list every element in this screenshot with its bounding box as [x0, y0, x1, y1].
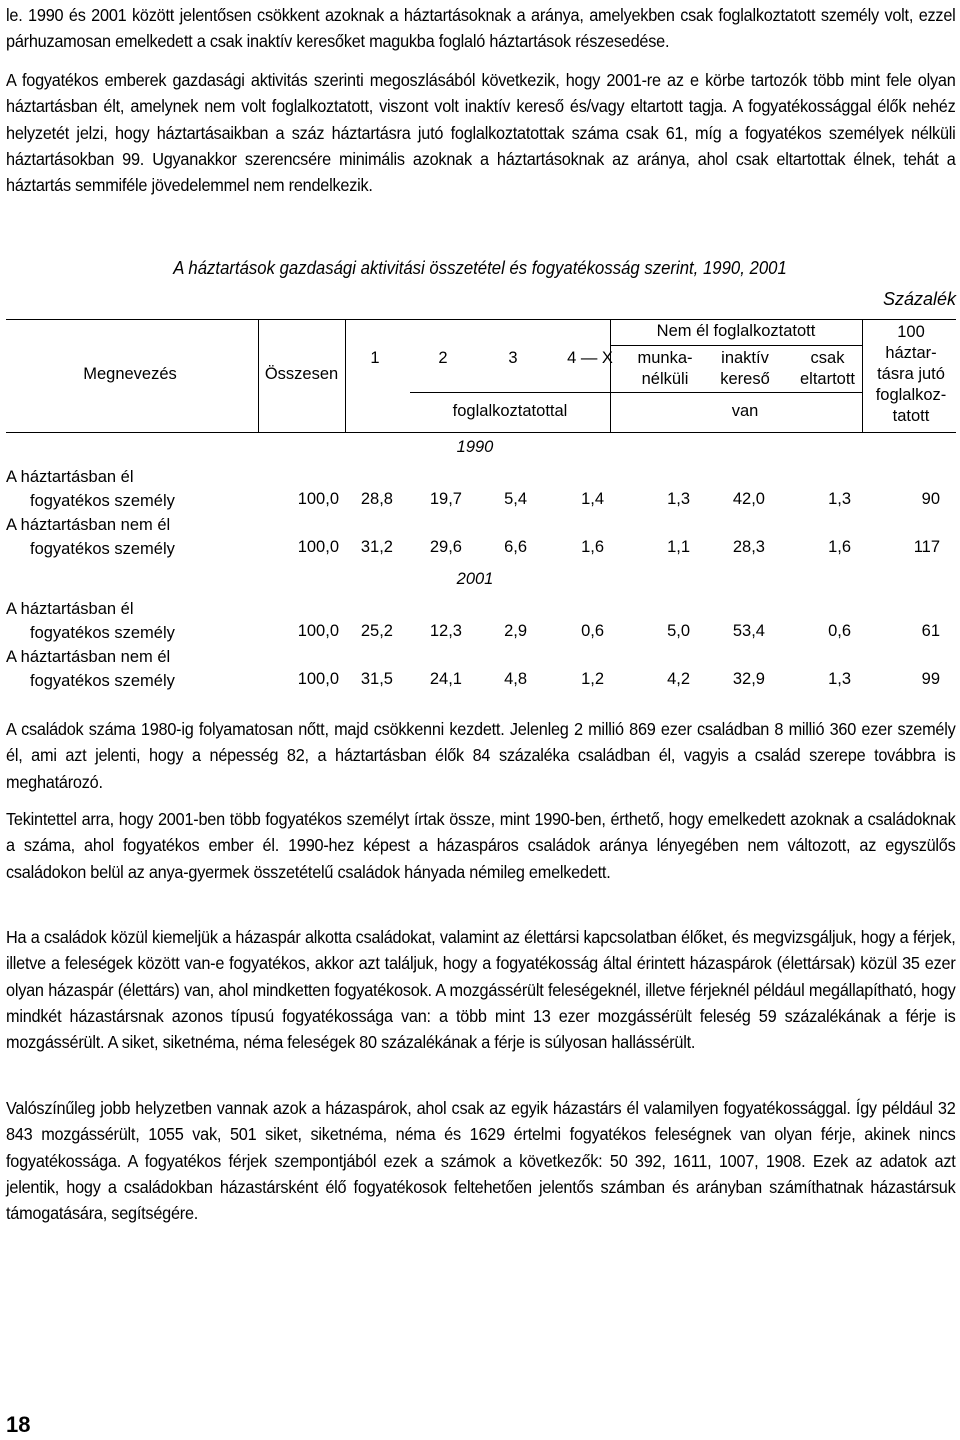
table-divider — [345, 319, 346, 432]
year-label: 1990 — [456, 438, 494, 456]
table-cell: 25,2 — [360, 622, 393, 640]
header-total: Összesen — [264, 365, 339, 383]
table-cell: 100,0 — [297, 622, 339, 640]
paragraph-couples: Ha a családok közül kiemeljük a házaspár alkotta családokat, valamint az élettársi kapcsolatban élőket, és megvizsgáljuk, hogy a férjek, illetve a feleségek között van-e fogyatékos, akkor azt találjuk, hogy a fogyatékosság által érintett házaspárok (élettársak) közül 35 ezer olyan házaspár (élettárs) van, ahol mindketten fogyatékosok. A mozgássérült feleségeknél, illetve férjeknél például megállapítható, hogy mindkét házastársnak azonos típusú fogyatékossága van: a több mint 13 ezer mozgássérült feleség 59 százalékának a férje is mozgássérült. A siket, siketnéma, néma feleségek 80 százalékának a férje is súlyosan hallássérült. — [6, 927, 956, 1053]
table-sub-rule — [410, 392, 610, 393]
row-label-line: fogyatékos személy — [30, 540, 175, 558]
table-cell: 1,3 — [667, 490, 690, 508]
table-cell: 99 — [921, 670, 940, 688]
table-cell: 4,2 — [667, 670, 690, 688]
table-cell: 1,3 — [828, 490, 851, 508]
table-sub-rule — [610, 345, 862, 346]
table-cell: 100,0 — [297, 670, 339, 688]
row-label-line: A háztartásban nem él — [6, 648, 171, 666]
table-cell: 28,3 — [732, 538, 765, 556]
header-van: van — [731, 402, 759, 420]
table-cell: 1,1 — [667, 538, 690, 556]
table-cell: 0,6 — [581, 622, 604, 640]
header-not-employed-group: Nem él foglalkoztatott — [656, 322, 816, 340]
table-cell: 1,3 — [828, 670, 851, 688]
table-cell: 53,4 — [732, 622, 765, 640]
table-cell: 32,9 — [732, 670, 765, 688]
row-label-line: fogyatékos személy — [30, 672, 175, 690]
row-label — [6, 465, 175, 513]
page-number: 18 — [6, 1412, 31, 1437]
table-cell: 5,4 — [504, 490, 527, 508]
table-cell: 2,9 — [504, 622, 527, 640]
year-label: 2001 — [456, 570, 494, 588]
table-cell: 100,0 — [297, 538, 339, 556]
paragraph-activity: A fogyatékos emberek gazdasági aktivitás szerinti megoszlásából következik, hogy 2001-re az e körbe tartozók több mint fele olyan háztartásban élt, amelynek nem volt foglalkoztatott, viszont volt inaktív kereső és/vagy eltartott tagja. A fogyatékossággal élők nehéz helyzetét jelzi, hogy háztartásaikban a száz háztartásra jutó foglalkoztatottak száma csak 61, míg a fogyatékos személyek nélküli háztartásokban 99. Ugyanakkor szerencsére minimális azoknak a háztartásoknak az aránya, ahol csak eltartottak élnek, tehát a háztartás semmiféle jövedelemmel nem rendelkezik. — [6, 70, 956, 196]
header-per100: 100 háztar- tásra jutó foglalkoz- tatott — [875, 323, 947, 425]
table-cell: 28,8 — [360, 490, 393, 508]
paragraph-intro: le. 1990 és 2001 között jelentősen csökkent azoknak a háztartásoknak a aránya, amelyekben csak foglalkoztatott személy volt, ezzel párhuzamosan emelkedett a csak inaktív keresőket magukba foglaló háztartások részesedése. — [6, 5, 956, 52]
row-label-line: fogyatékos személy — [30, 492, 175, 510]
table-cell: 31,2 — [360, 538, 393, 556]
header-dependent: csak eltartott — [799, 349, 856, 388]
header-employed-group: foglalkoztatottal — [452, 402, 568, 420]
row-label-line: A háztartásban él — [6, 600, 134, 618]
paragraph-spouses: Valószínűleg jobb helyzetben vannak azok a házaspárok, ahol csak az egyik házastárs él valamilyen fogyatékossággal. Így például 32 843 mozgássérült, 1055 vak, 501 siket, siketnéma, néma és 1629 értelmi fogyatékos feleségnek van olyan férje, akinek nincs fogyatékossága. A fogyatékos férjek szempontjából ezek a számok a következők: 50 392, 1611, 1007, 1908. Ezek az adatok azt jelentik, hogy a családokban házastársként élő fogyatékosok feltehetően jelentős számban és arányban számíthatnak házastársuk támogatására, segítségére. — [6, 1098, 956, 1224]
row-label — [6, 597, 175, 645]
header-col2: 2 — [438, 349, 448, 367]
table-cell: 6,6 — [504, 538, 527, 556]
row-label-line: fogyatékos személy — [30, 624, 175, 642]
header-col4: 4 — X — [567, 349, 613, 367]
table-cell: 19,7 — [429, 490, 462, 508]
header-unemployed: munka- nélküli — [637, 349, 693, 388]
paragraph-comparison: Tekintettel arra, hogy 2001-ben több fogyatékos személyt írtak össze, mint 1990-ben, érthető, hogy emelkedett azoknak a családoknak a száma, ahol fogyatékos ember él. 1990-hez képest a házaspáros családok aránya lényegében nem változott, az egyszülős családokon belül az anya-gyermek összetételű családok hányada némileg emelkedett. — [6, 809, 956, 882]
table-cell: 12,3 — [429, 622, 462, 640]
row-label — [6, 513, 175, 561]
table-title: A háztartások gazdasági aktivitási összetétel és fogyatékosság szerint, 1990, 2001 — [173, 258, 787, 278]
table-cell: 1,6 — [581, 538, 604, 556]
table-sub-rule — [610, 392, 862, 393]
table-top-rule — [6, 319, 956, 320]
row-label-line: A háztartásban nem él — [6, 516, 171, 534]
header-col1: 1 — [370, 349, 380, 367]
table-cell: 90 — [921, 490, 940, 508]
table-cell: 4,8 — [504, 670, 527, 688]
row-label-line: A háztartásban él — [6, 468, 134, 486]
table-cell: 24,1 — [429, 670, 462, 688]
row-label — [6, 645, 175, 693]
table-cell: 42,0 — [732, 490, 765, 508]
table-cell: 29,6 — [429, 538, 462, 556]
table-cell: 100,0 — [297, 490, 339, 508]
table-cell: 61 — [921, 622, 940, 640]
paragraph-families: A családok száma 1980-ig folyamatosan nőtt, majd csökkenni kezdett. Jelenleg 2 millió 869 ezer családban 8 millió 360 ezer személy él, ami azt jelenti, hogy a népesség 82, a háztartásban élők 84 százaléka családban él, vagyis a család szerepe továbbra is meghatározó. — [6, 719, 956, 792]
table-cell: 117 — [913, 538, 940, 556]
header-col3: 3 — [508, 349, 518, 367]
table-cell: 0,6 — [828, 622, 851, 640]
header-name: Megnevezés — [83, 365, 177, 383]
table-cell: 5,0 — [667, 622, 690, 640]
table-cell: 1,2 — [581, 670, 604, 688]
table-header-rule — [6, 432, 956, 433]
table-cell: 1,4 — [581, 490, 604, 508]
table-unit: Százalék — [882, 289, 956, 309]
table-cell: 1,6 — [828, 538, 851, 556]
header-inactive: inaktív kereső — [720, 349, 770, 388]
table-cell: 31,5 — [360, 670, 393, 688]
